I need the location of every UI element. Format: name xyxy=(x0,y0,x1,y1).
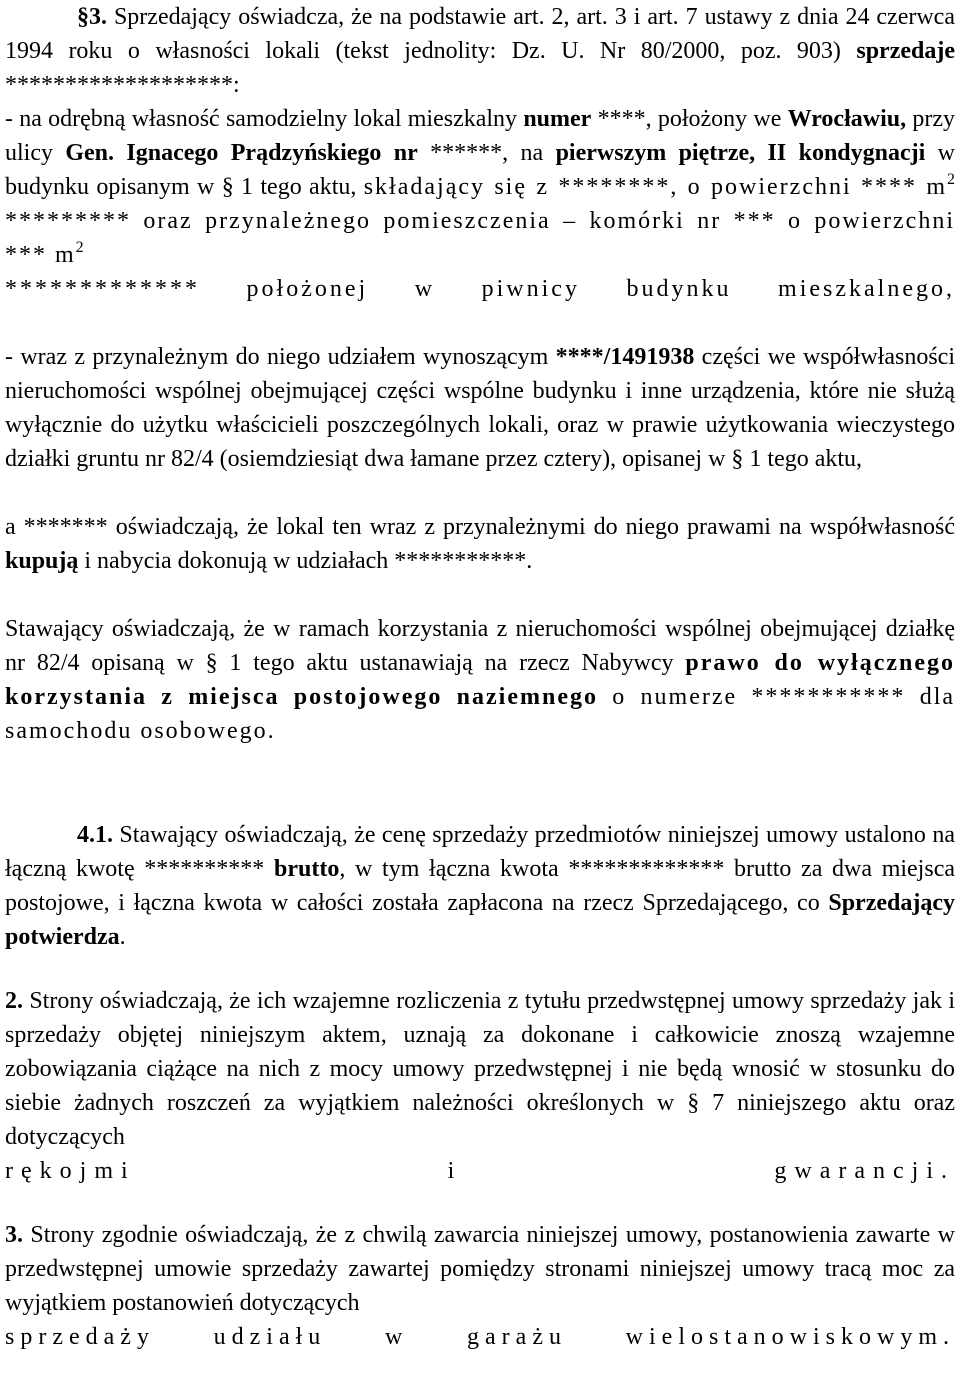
text: rękojmi i gwarancji. xyxy=(5,1158,955,1184)
section-sign-icon: § xyxy=(687,1090,700,1116)
text: o numerze *********** dla samochodu osobowego. xyxy=(5,684,956,744)
keyword-parking-right: prawo do wyłącznego korzystania z miejsca postojowego naziemnego xyxy=(5,650,955,710)
text: położonej w piwnicy budynku mieszkalnego, xyxy=(200,276,955,302)
text: Sprzedający oświadcza, że na podstawie art. 2, art. 3 i art. 7 ustawy z dnia 24 czerwca 1994 roku o własności lokali (tekst jednolity: Dz. U. Nr 80/2000, poz. 903) xyxy=(5,4,955,64)
text: 1 tego aktu, xyxy=(233,174,364,200)
keyword-kupuja: kupują xyxy=(5,548,79,574)
paragraph-parking xyxy=(5,612,955,748)
share-fraction: ****/1491938 xyxy=(555,344,695,370)
paragraph-section-3-sale xyxy=(5,0,955,102)
keyword-sprzedaje: sprzedaje xyxy=(856,38,955,64)
text: Strony zgodnie oświadczają, że z chwilą zawarcia niniejszej umowy, postanowienia zawarte w przedwstępnej umowie sprzedaży zawartej pomiędzy stronami niniejszej umowy tracą moc za wyjątkiem postanowień dotyczących xyxy=(5,1222,955,1316)
text: Stawający oświadczają, że cenę sprzedaży przedmiotów niniejszej umowy ustalono na łączną kwotę ********** xyxy=(5,822,955,882)
text: Strony oświadczają, że ich wzajemne rozliczenia z tytułu przedwstępnej umowy sprzedaży jak i sprzedaży objętej niniejszym aktem, uznają za dokonane i całkowicie znoszą wzajemne zobowiązania ciążące na nich z mocy umowy przedwstępnej i nie będą wnosić w stosunku do siebie żadnych roszczeń za wyjątkiem należności określonych w xyxy=(5,988,955,1116)
text: w budynku opisanym w xyxy=(5,140,956,200)
text: ******************* xyxy=(5,72,233,98)
keyword-confirmation: Sprzedający potwierdza xyxy=(5,890,955,950)
keyword-numer: numer xyxy=(523,106,592,132)
text: składający się z ********, o powierzchni **** m xyxy=(363,174,948,200)
superscript: 2 xyxy=(75,239,84,256)
text: : xyxy=(233,72,240,98)
section-number: 3. xyxy=(5,1222,23,1248)
keyword-brutto: brutto xyxy=(273,856,340,882)
text: Stawający oświadczają, że w ramach korzystania z nieruchomości wspólnej obejmującej działkę nr 82/4 opisaną w xyxy=(5,616,955,676)
text: . xyxy=(119,924,126,950)
text: części we współwłasności nieruchomości wspólnej obejmującej części wspólne budynku i inne urządzenia, które nie służą wyłącznie do użytku właścicieli poszczególnych lokali, oraz w prawie użytkowania wieczystego działki gruntu nr 82/4 (osiemdziesiąt dwa łamane przez cztery), opisanej w xyxy=(5,344,955,472)
text: a ******* oświadczają, że lokal ten wraz z przynależnymi do niego prawami na współwłasność xyxy=(5,514,955,540)
keyword-street: Gen. Ignacego Prądzyńskiego nr xyxy=(65,140,418,166)
text: ******, na xyxy=(417,140,556,166)
text: przy ulicy xyxy=(5,106,955,166)
section-number: 2. xyxy=(5,988,23,1014)
text: 1 tego aktu, xyxy=(743,446,863,472)
keyword-floor: pierwszym piętrze, II kondygnacji xyxy=(555,140,926,166)
paragraph-share xyxy=(5,340,955,476)
text: - na odrębną własność samodzielny lokal mieszkalny xyxy=(5,106,524,132)
text: - wraz z przynależnym do niego udziałem wynoszącym xyxy=(5,344,556,370)
paragraph-buyers xyxy=(5,510,955,578)
text: 7 niniejszego aktu oraz dotyczących xyxy=(5,1090,955,1150)
section-sign-icon: § xyxy=(731,446,744,472)
text: ************* xyxy=(5,276,200,302)
paragraph-section-4-1-price xyxy=(5,818,955,954)
paragraph-section-3-preliminary xyxy=(5,1218,955,1354)
text xyxy=(5,272,955,306)
paragraph-section-2-settlement xyxy=(5,984,955,1188)
superscript: 2 xyxy=(947,171,956,188)
section-sign-icon: § xyxy=(77,4,89,30)
text: ****, położony we xyxy=(591,106,788,132)
paragraph-apartment xyxy=(5,102,955,306)
section-number: 3. xyxy=(89,4,107,30)
text: i nabycia dokonują w udziałach ***********. xyxy=(78,548,533,574)
section-number: 4.1. xyxy=(77,822,113,848)
text: sprzedaży udziału w garażu wielostanowiskowym. xyxy=(5,1324,955,1350)
keyword-wroclaw: Wrocławiu, xyxy=(787,106,907,132)
section-sign-icon: § xyxy=(205,650,218,676)
text: 1 tego aktu ustanawiają na rzecz Nabywcy xyxy=(217,650,686,676)
section-sign-icon: § xyxy=(221,174,234,200)
text: ********* oraz przynależnego pomieszczenia – komórki nr *** o powierzchni *** m xyxy=(5,208,955,268)
notarial-deed-page xyxy=(5,0,955,1354)
text: , w tym łączna kwota ************* brutto za dwa miejsca postojowe, i łączna kwota w całości została zapłacona na rzecz Sprzedającego, co xyxy=(5,856,955,916)
